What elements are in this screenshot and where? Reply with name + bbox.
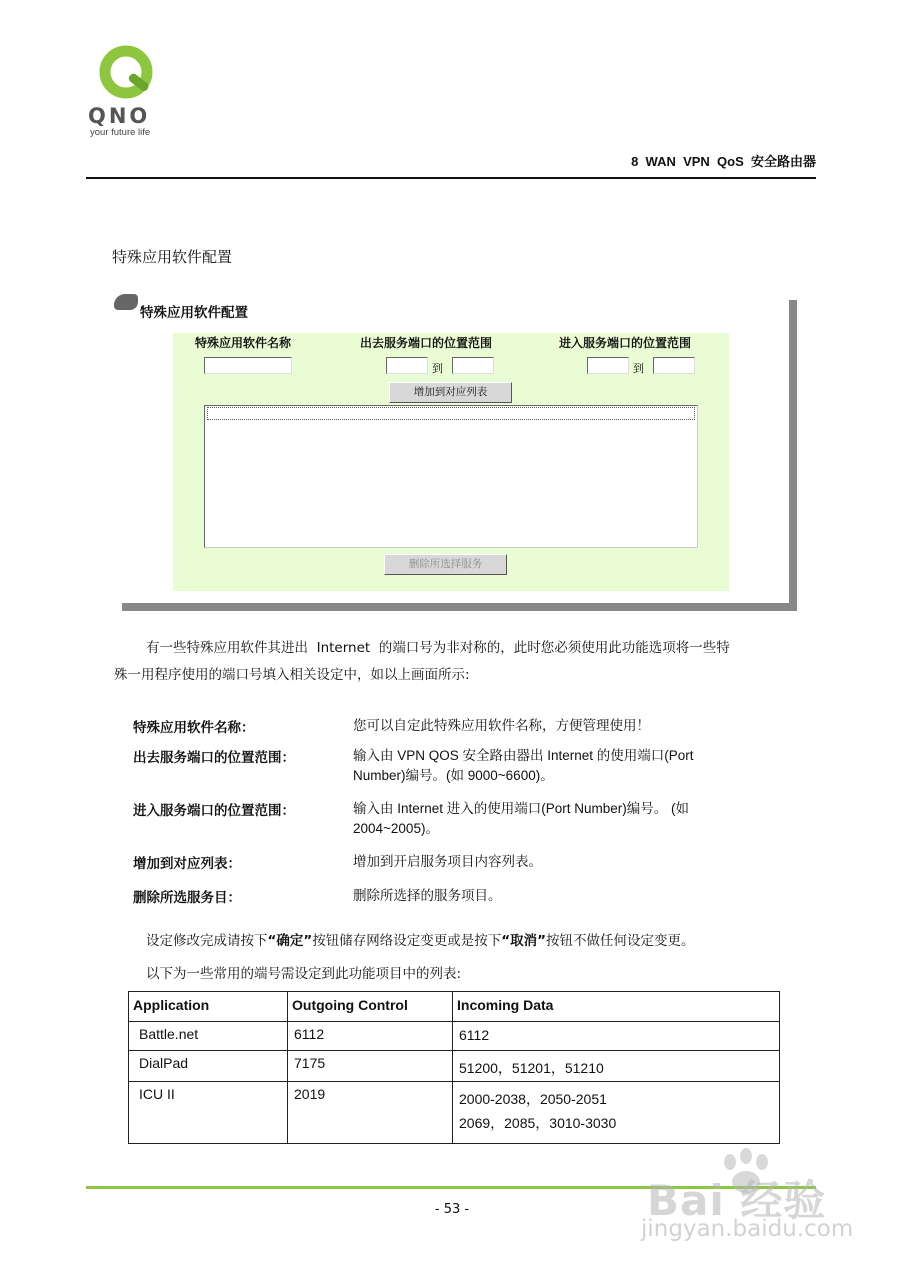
table-row xyxy=(129,1082,780,1144)
outgoing-start-port-input[interactable] xyxy=(386,357,428,374)
table-row xyxy=(129,1051,780,1082)
watermark-brand: Bai 经验 xyxy=(647,1176,827,1225)
definition-desc: 输入由 VPN QOS 安全路由器出 Internet 的使用端口(Port Number)编号。(如 9000~6600)。 xyxy=(353,748,694,783)
service-listbox[interactable] xyxy=(204,405,698,548)
section-heading: 特殊应用软件配置 xyxy=(112,248,233,266)
definition-term: 出去服务端口的位置范围： xyxy=(133,750,295,766)
table-header: Incoming Data xyxy=(453,992,780,1022)
confirm-suffix: 按钮不做任何设定变更。 xyxy=(546,933,695,949)
incoming-cell xyxy=(453,1051,780,1082)
qno-logo-icon xyxy=(97,44,155,102)
port-list-intro: 以下为一些常用的端号需设定到此功能项目中的列表: xyxy=(146,966,462,982)
incoming-start-port-input[interactable] xyxy=(587,357,629,374)
outgoing-cell: 7175 xyxy=(288,1051,453,1082)
definition-desc: 删除所选择的服务项目。 xyxy=(353,888,502,903)
incoming-value: 2069，2085，3010-3030 xyxy=(459,1115,617,1131)
definition-desc: 您可以自定此特殊应用软件名称，方便管理使用！ xyxy=(353,718,650,733)
document-title: 8 WAN VPN QoS 安全路由器 xyxy=(631,154,816,169)
definition-term: 删除所选服务目： xyxy=(133,890,241,906)
incoming-to-label: 到 xyxy=(633,362,644,375)
app-name-input[interactable] xyxy=(204,357,292,374)
confirm-instruction xyxy=(146,929,806,954)
definition-term: 特殊应用软件名称： xyxy=(133,720,255,736)
incoming-value: 51200，51201，51210 xyxy=(459,1060,604,1076)
panel-shadow-right xyxy=(789,300,797,610)
listbox-selection-outline xyxy=(207,407,695,420)
outgoing-range-label: 出去服务端口的位置范围 xyxy=(360,336,493,350)
header-divider xyxy=(86,177,816,179)
intro-line-2: 殊一用程序使用的端口号填入相关设定中，如以上画面所示: xyxy=(114,667,470,683)
panel-shadow-bottom xyxy=(122,603,797,611)
definition-term: 增加到对应列表： xyxy=(133,856,241,872)
intro-line-1: 有一些特殊应用软件其进出 Internet 的端口号为非对称的，此时您必须使用此功能选项将一些特 xyxy=(146,640,730,656)
outgoing-end-port-input[interactable] xyxy=(452,357,494,374)
app-cell: Battle.net xyxy=(129,1022,288,1051)
confirm-ok-word: “确定” xyxy=(267,933,313,949)
incoming-cell xyxy=(453,1022,780,1051)
confirm-prefix: 设定修改完成请按下 xyxy=(146,933,268,949)
logo-wordmark: QNO xyxy=(88,104,151,128)
page-number: - 53 - xyxy=(434,1202,470,1217)
app-cell: DialPad xyxy=(129,1051,288,1082)
app-cell: ICU II xyxy=(129,1082,288,1144)
table-header: Application xyxy=(129,992,288,1022)
incoming-range-label: 进入服务端口的位置范围 xyxy=(559,336,692,350)
panel-tab-icon xyxy=(114,294,138,310)
table-header: Outgoing Control xyxy=(288,992,453,1022)
add-to-list-button[interactable]: 增加到对应列表 xyxy=(389,382,512,403)
incoming-cell xyxy=(453,1082,780,1144)
incoming-value: 2000-2038，2050-2051 xyxy=(459,1091,607,1107)
app-name-label: 特殊应用软件名称 xyxy=(195,336,292,350)
outgoing-cell: 2019 xyxy=(288,1082,453,1144)
port-table xyxy=(128,991,780,1144)
logo-tagline: your future life xyxy=(90,127,151,138)
incoming-end-port-input[interactable] xyxy=(653,357,695,374)
confirm-cancel-word: “取消” xyxy=(501,933,546,949)
confirm-middle: 按钮储存网络设定变更或是按下 xyxy=(312,933,502,949)
definition-desc: 增加到开启服务项目内容列表。 xyxy=(353,854,542,869)
table-header-row xyxy=(129,992,780,1022)
outgoing-cell: 6112 xyxy=(288,1022,453,1051)
incoming-value: 6112 xyxy=(459,1027,490,1043)
definition-term: 进入服务端口的位置范围： xyxy=(133,803,295,819)
panel-title: 特殊应用软件配置 xyxy=(140,305,248,321)
table-row xyxy=(129,1022,780,1051)
outgoing-to-label: 到 xyxy=(432,362,443,375)
watermark-url: jingyan.baidu.com xyxy=(641,1216,854,1242)
delete-selected-button[interactable]: 删除所选择服务 xyxy=(384,554,507,575)
definition-desc: 输入由 Internet 进入的使用端口(Port Number)编号。 (如 2004~2005)。 xyxy=(353,801,690,836)
